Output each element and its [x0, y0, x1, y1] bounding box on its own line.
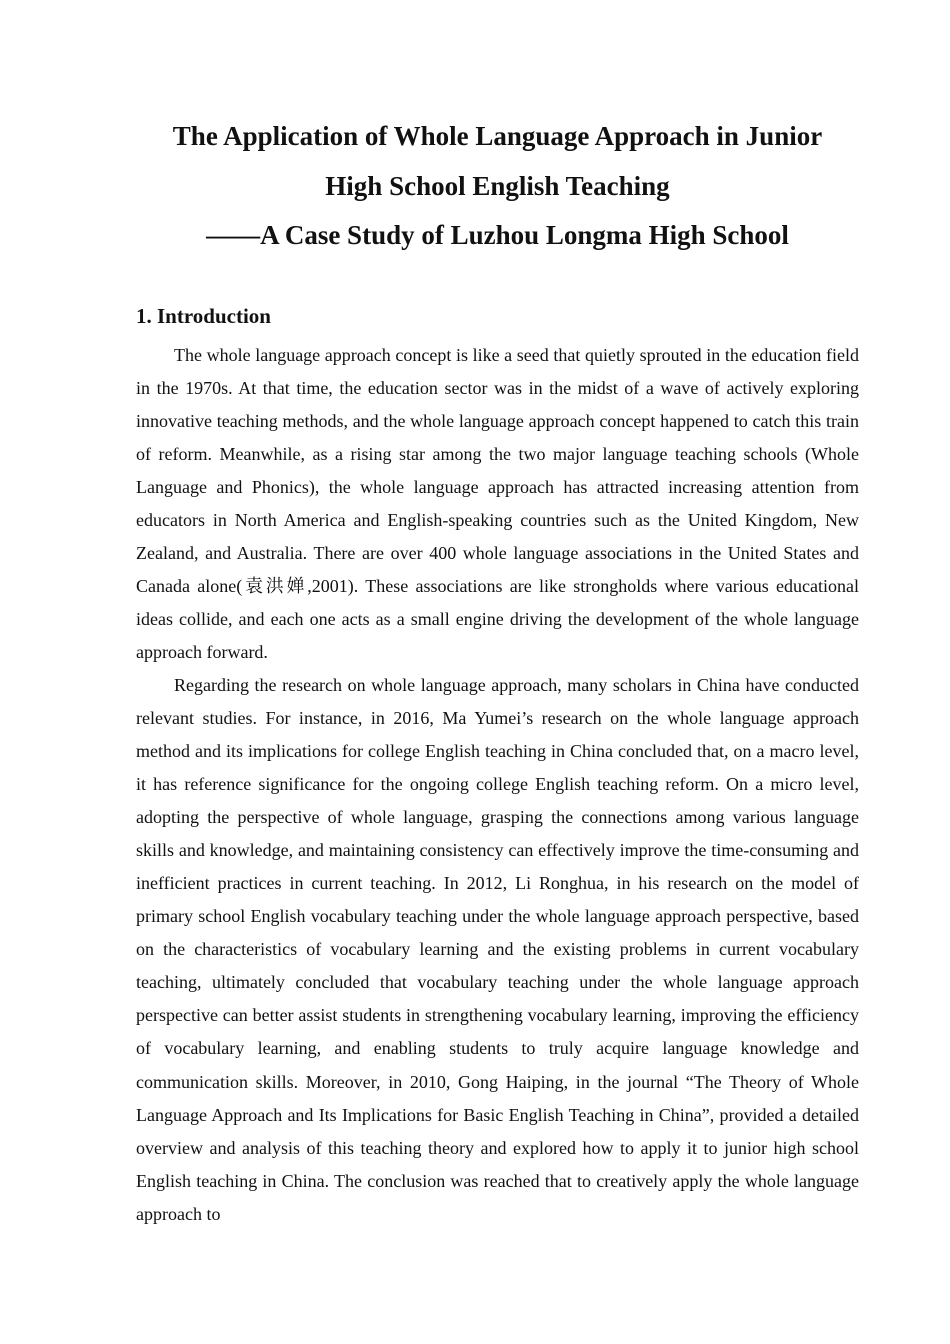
- document-page: [136, 112, 859, 1231]
- body-paragraph: Regarding the research on whole language approach, many scholars in China have conducted relevant studies. For instance, in 2016, Ma Yumei’s research on the whole language approach method and its implications for college English teaching in China concluded that, on a macro level, it has reference significance for the ongoing college English teaching reform. On a micro level, adopting the perspective of whole language, grasping the connections among various language skills and knowledge, and maintaining consistency can effectively improve the time-consuming and inefficient practices in current teaching. In 2012, Li Ronghua, in his research on the model of primary school English vocabulary teaching under the whole language approach perspective, based on the characteristics of vocabulary learning and the existing problems in current vocabulary teaching, ultimately concluded that vocabulary teaching under the whole language approach perspective can better assist students in strengthening vocabulary learning, improving the efficiency of vocabulary learning, and enabling students to truly acquire language knowledge and communication skills. Moreover, in 2010, Gong Haiping, in the journal “The Theory of Whole Language Approach and Its Implications for Basic English Teaching in China”, provided a detailed overview and analysis of this teaching theory and explored how to apply it to junior high school English teaching in China. The conclusion was reached that to creatively apply the whole language approach to: [136, 674, 859, 1224]
- title-line: High School English Teaching: [325, 170, 670, 201]
- document-title: [136, 112, 859, 261]
- body-paragraph: The whole language approach concept is like a seed that quietly sprouted in the education field in the 1970s. At that time, the education sector was in the midst of a wave of actively exploring innovative teaching methods, and the whole language approach concept happened to catch this train of reform. Meanwhile, as a rising star among the two major language teaching schools (Whole Language and Phonics), the whole language approach has attracted increasing attention from educators in North America and English-speaking countries such as the United Kingdom, New Zealand, and Australia. There are over 400 whole language associations in the United States and Canada alone(袁洪婵,2001). These associations are like strongholds where various educational ideas collide, and each one acts as a small engine driving the development of the whole language approach forward.: [136, 344, 859, 662]
- section-heading: 1. Introduction: [136, 303, 271, 328]
- title-line: The Application of Whole Language Approach in Junior: [172, 121, 823, 151]
- subtitle-line: ——A Case Study of Luzhou Longma High School: [206, 220, 789, 250]
